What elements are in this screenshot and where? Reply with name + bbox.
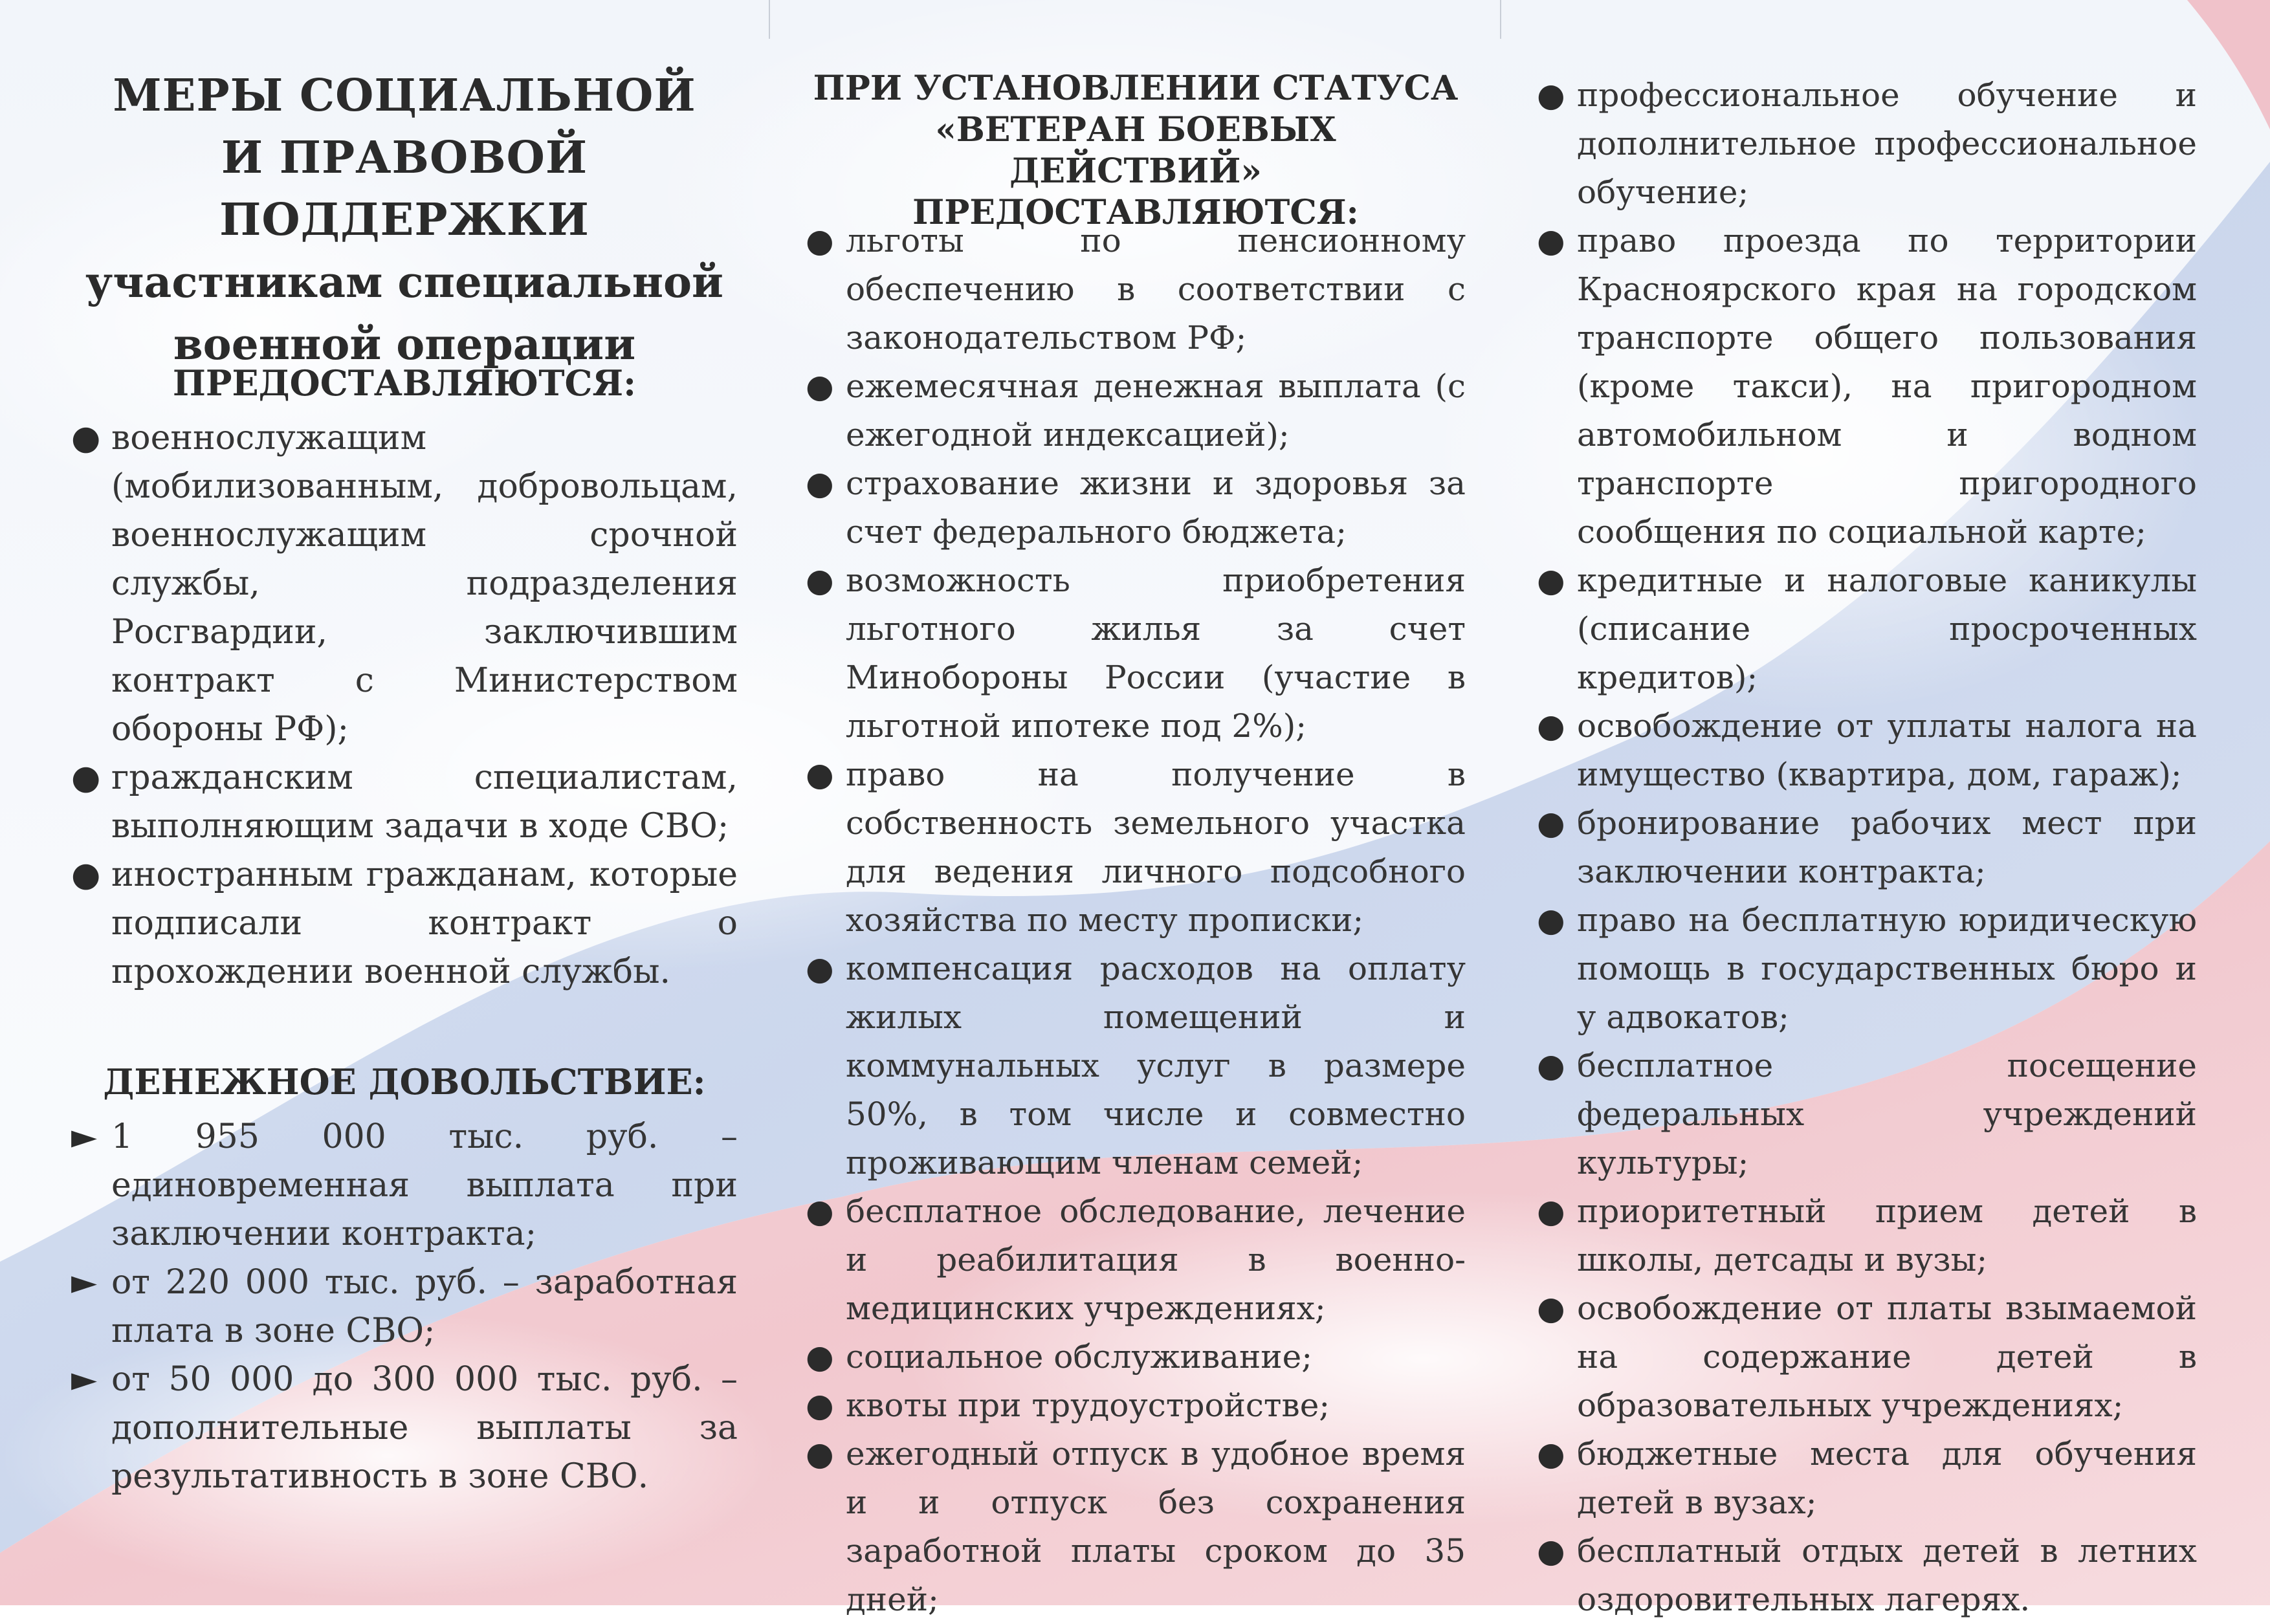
item-text: компенсация расходов на оплату жилых помещений и коммунальных услуг в размере 50%, в том числе и совместно проживающим членам семей; — [846, 950, 1466, 1181]
list-item — [1537, 1187, 2197, 1284]
item-text: страхование жизни и здоровья за счет федерального бюджета; — [846, 465, 1466, 551]
bullet-icon: ● — [1537, 804, 1565, 842]
list-item — [1537, 1042, 2197, 1187]
heading-line: «ВЕТЕРАН БОЕВЫХ ДЕЙСТВИЙ» — [935, 110, 1336, 191]
title-line: военной операции — [173, 319, 636, 369]
provided-list — [71, 414, 738, 996]
list-item — [806, 362, 1466, 459]
bullet-icon: ● — [71, 758, 101, 797]
item-text: ежегодный отпуск в удобное время и и отпуск без сохранения заработной платы сроком до 35 дней; — [846, 1435, 1466, 1618]
list-item — [1537, 702, 2197, 799]
leaflet-title — [71, 65, 738, 375]
item-text: профессиональное обучение и дополнительное профессиональное обучение; — [1577, 76, 2197, 211]
heading-line: ПРЕДОСТАВЛЯЮТСЯ: — [912, 193, 1359, 232]
list-item — [1537, 1527, 2197, 1624]
bullet-icon: ● — [806, 1338, 834, 1376]
list-item — [806, 1187, 1466, 1333]
bullet-icon: ● — [806, 1387, 834, 1424]
item-text: квоты при трудоустройстве; — [846, 1387, 1330, 1424]
list-item — [71, 754, 738, 851]
bullet-icon: ● — [806, 465, 834, 502]
list-item — [1537, 217, 2197, 556]
bullet-icon: ● — [806, 222, 834, 259]
money-heading: ДЕНЕЖНОЕ ДОВОЛЬСТВИЕ: — [103, 1061, 706, 1103]
list-item — [1537, 799, 2197, 896]
list-item — [71, 414, 738, 754]
list-item — [806, 1333, 1466, 1381]
item-text: бесплатное посещение федеральных учреждений культуры; — [1577, 1047, 2197, 1181]
item-text: право на бесплатную юридическую помощь в государственных бюро и у адвокатов; — [1577, 901, 2197, 1036]
bullet-icon: ● — [806, 1192, 834, 1230]
bullet-icon: ● — [1537, 1289, 1565, 1327]
bullet-icon: ● — [806, 368, 834, 405]
bullet-icon: ● — [1537, 1047, 1565, 1084]
item-text: освобождение от платы взымаемой на содержание детей в образовательных учреждениях; — [1577, 1289, 2197, 1424]
bullet-icon: ● — [1537, 562, 1565, 599]
fold-line-1 — [769, 0, 770, 39]
list-item — [1537, 1284, 2197, 1430]
list-item — [806, 217, 1466, 362]
list-item — [1537, 896, 2197, 1042]
arrow-icon: ► — [71, 1360, 97, 1399]
list-item — [1537, 1430, 2197, 1527]
bullet-icon: ● — [1537, 222, 1565, 259]
title-line: участникам специальной — [85, 257, 723, 307]
item-text: бюджетные места для обучения детей в вузах; — [1577, 1435, 2197, 1521]
item-text: освобождение от уплаты налога на имущество (квартира, дом, гараж); — [1577, 707, 2197, 793]
item-text: кредитные и налоговые каникулы (списание просроченных кредитов); — [1577, 562, 2197, 696]
veteran-benefits-list — [806, 217, 1466, 1624]
item-text: льготы по пенсионному обеспечению в соответствии с законодательством РФ; — [846, 222, 1466, 357]
item-text: приоритетный прием детей в школы, детсады и вузы; — [1577, 1192, 2197, 1278]
item-text: военнослужащим (мобилизованным, добровольцам, военнослужащим срочной службы, подразделения Росгвардии, заключившим контракт с Министерством обороны РФ); — [111, 419, 738, 749]
item-text: бесплатный отдых детей в летних оздоровительных лагерях. — [1577, 1532, 2197, 1618]
bullet-icon: ● — [1537, 901, 1565, 939]
item-text: ежемесячная денежная выплата (с ежегодной индексацией); — [846, 368, 1466, 454]
list-item — [1537, 71, 2197, 217]
bullet-icon: ● — [1537, 1435, 1565, 1473]
list-item — [71, 1355, 738, 1501]
fold-line-2 — [1500, 0, 1501, 39]
list-item — [806, 459, 1466, 556]
list-item — [806, 945, 1466, 1187]
bullet-icon: ● — [806, 950, 834, 987]
list-item — [806, 1430, 1466, 1624]
title-line: И ПРАВОВОЙ ПОДДЕРЖКИ — [219, 132, 590, 246]
bullet-icon: ● — [1537, 707, 1565, 745]
list-item — [806, 556, 1466, 751]
list-item — [71, 851, 738, 996]
bullet-icon: ● — [1537, 1532, 1565, 1570]
title-line: МЕРЫ СОЦИАЛЬНОЙ — [113, 70, 696, 122]
provided-heading: ПРЕДОСТАВЛЯЮТСЯ: — [172, 362, 637, 404]
money-list — [71, 1113, 738, 1501]
bullet-icon: ● — [1537, 76, 1565, 114]
bullet-icon: ● — [1537, 1192, 1565, 1230]
item-text: от 50 000 до 300 000 тыс. руб. – дополнительные выплаты за результативность в зоне СВО. — [111, 1360, 738, 1496]
list-item — [71, 1258, 738, 1355]
arrow-icon: ► — [71, 1263, 97, 1302]
item-text: социальное обслуживание; — [846, 1338, 1313, 1376]
item-text: бронирование рабочих мест при заключении контракта; — [1577, 804, 2197, 890]
heading-line: ПРИ УСТАНОВЛЕНИИ СТАТУСА — [813, 69, 1459, 108]
item-text: право проезда по территории Красноярского края на городском транспорте общего пользования (кроме такси), на пригородном автомобильном и водном транспорте пригородного сообщения по социальной карте; — [1577, 222, 2197, 551]
list-item — [1537, 556, 2197, 702]
list-item — [71, 1113, 738, 1258]
item-text: иностранным гражданам, которые подписали контракт о прохождении военной службы. — [111, 855, 738, 991]
arrow-icon: ► — [71, 1117, 97, 1156]
list-item — [806, 1381, 1466, 1430]
bullet-icon: ● — [71, 855, 101, 894]
list-item — [806, 751, 1466, 945]
item-text: право на получение в собственность земельного участка для ведения личного подсобного хозяйства по месту прописки; — [846, 756, 1466, 939]
veteran-heading — [806, 68, 1466, 234]
bullet-icon: ● — [71, 419, 101, 457]
item-text: 1 955 000 тыс. руб. – единовременная выплата при заключении контракта; — [111, 1117, 738, 1253]
item-text: бесплатное обследование, лечение и реабилитация в военно-медицинских учреждениях; — [846, 1192, 1466, 1327]
additional-benefits-list — [1537, 71, 2197, 1624]
item-text: гражданским специалистам, выполняющим задачи в ходе СВО; — [111, 758, 738, 846]
item-text: возможность приобретения льготного жилья за счет Минобороны России (участие в льготной ипотеке под 2%); — [846, 562, 1466, 745]
bullet-icon: ● — [806, 756, 834, 793]
item-text: от 220 000 тыс. руб. – заработная плата в зоне СВО; — [111, 1263, 738, 1350]
bullet-icon: ● — [806, 1435, 834, 1473]
bullet-icon: ● — [806, 562, 834, 599]
